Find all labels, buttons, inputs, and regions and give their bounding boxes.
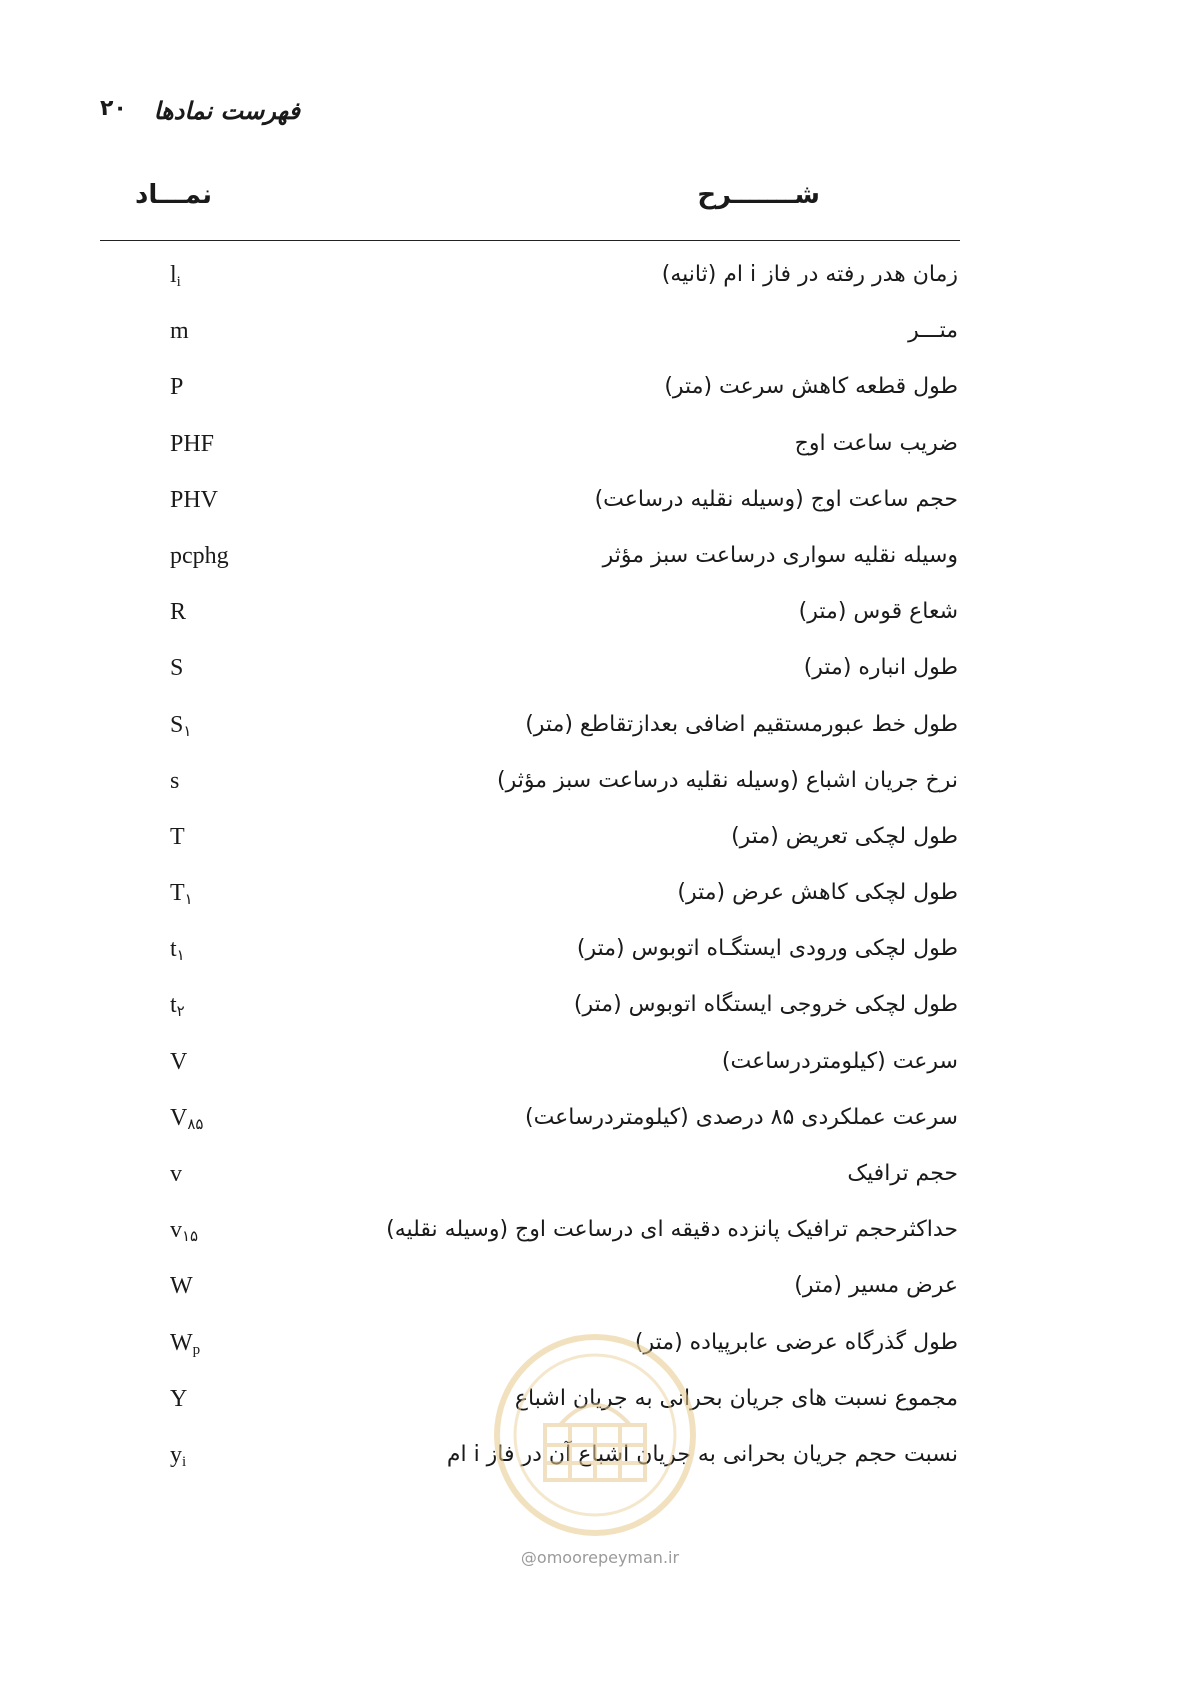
header-divider — [100, 240, 960, 241]
symbol-main: Y — [170, 1385, 188, 1412]
symbol-main: y — [170, 1441, 182, 1468]
symbol-main: S — [170, 711, 184, 738]
description-cell: متـــر — [908, 318, 958, 344]
description-cell: حجم ترافیک — [847, 1161, 958, 1186]
description-cell: سرعت (کیلومتردرساعت) — [721, 1048, 958, 1074]
symbol-main: V — [170, 1104, 188, 1131]
description-cell: طول لچکی تعریض (متر) — [731, 823, 958, 849]
page-number: ۲۰ — [100, 96, 127, 121]
table-row — [0, 824, 1190, 880]
column-header-description: شـــــــرح — [697, 180, 820, 210]
symbol-cell — [170, 992, 185, 1021]
table-row — [0, 487, 1190, 543]
symbol-cell — [170, 431, 214, 458]
description-cell: حجم ساعت اوج (وسیله نقلیه درساعت) — [594, 486, 958, 512]
table-row — [0, 1161, 1190, 1217]
symbol-main: l — [170, 262, 177, 288]
table-row — [0, 880, 1190, 936]
symbol-cell — [170, 655, 183, 682]
symbol-cell — [170, 880, 193, 909]
description-cell: حداکثرحجم ترافیک پانزده دقیقه ای درساعت اوج (وسیله نقلیه) — [386, 1217, 958, 1243]
symbol-main: P — [170, 374, 184, 401]
description-cell: طول خط عبورمستقیم اضافی بعدازتقاطع (متر) — [525, 711, 958, 737]
description-cell: طول لچکی کاهش عرض (متر) — [677, 880, 958, 906]
description-cell: طول گذرگاه عرضی عابرپیاده (متر) — [634, 1329, 958, 1355]
table-row — [0, 599, 1190, 655]
table-row — [0, 936, 1190, 992]
table-row — [0, 431, 1190, 487]
description-cell: سرعت عملکردی ۸۵ درصدی (کیلومتردرساعت) — [524, 1104, 958, 1130]
symbol-subscript: ۲ — [176, 1004, 185, 1021]
symbol-subscript: i — [176, 274, 181, 290]
table-row — [0, 992, 1190, 1048]
symbol-cell — [170, 262, 181, 291]
description-cell: شعاع قوس (متر) — [798, 599, 958, 625]
symbol-main: R — [170, 599, 187, 626]
symbol-main: PHV — [170, 486, 219, 513]
table-row — [0, 543, 1190, 599]
table-row — [0, 1217, 1190, 1273]
description-cell: نرخ جریان اشباع (وسیله نقلیه درساعت سبز مؤثر) — [497, 767, 958, 793]
description-cell: طول انباره (متر) — [803, 655, 958, 681]
symbol-subscript: ۱ — [176, 948, 185, 965]
table-row — [0, 712, 1190, 768]
symbol-cell — [170, 318, 189, 345]
table-row — [0, 768, 1190, 824]
symbol-main: V — [170, 1048, 188, 1075]
symbol-list — [0, 262, 1190, 1498]
logo-watermark-icon — [490, 1330, 700, 1540]
symbol-cell — [170, 1161, 182, 1188]
table-row — [0, 262, 1190, 318]
symbol-cell — [170, 374, 183, 401]
symbol-subscript: i — [182, 1453, 187, 1470]
symbol-cell — [170, 1330, 200, 1359]
description-cell: نسبت حجم جریان بحرانی به جریان اشباع آن در فاز i ام — [446, 1441, 958, 1467]
description-cell: زمان هدر رفته در فاز i ام (ثانیه) — [661, 262, 958, 287]
symbol-cell — [170, 1442, 186, 1471]
table-row — [0, 1049, 1190, 1105]
symbol-cell — [170, 1273, 193, 1300]
symbol-main: s — [170, 767, 180, 794]
symbol-cell — [170, 712, 191, 741]
table-row — [0, 318, 1190, 374]
symbol-main: pcphg — [170, 542, 229, 569]
symbol-cell — [170, 1105, 203, 1134]
symbol-cell — [170, 824, 185, 851]
description-cell: مجموع نسبت های جریان بحرانی به جریان اشباع — [514, 1385, 958, 1411]
symbol-cell — [170, 936, 185, 965]
symbol-subscript: ۱۵ — [182, 1229, 199, 1246]
table-row — [0, 1105, 1190, 1161]
table-row — [0, 1273, 1190, 1329]
symbol-main: W — [170, 1329, 193, 1356]
table-row — [0, 655, 1190, 711]
description-cell: طول لچکی خروجی ایستگاه اتوبوس (متر) — [573, 992, 958, 1018]
description-cell: طول قطعه کاهش سرعت (متر) — [664, 374, 958, 400]
symbol-main: T — [170, 823, 185, 850]
symbol-cell — [170, 487, 218, 514]
description-cell: طول لچکی ورودی ایستگـاه اتوبوس (متر) — [576, 936, 958, 962]
symbol-main: v — [170, 1161, 182, 1187]
symbol-main: t — [170, 992, 177, 1019]
symbol-cell — [170, 543, 229, 570]
symbol-main: W — [170, 1273, 193, 1300]
symbol-subscript: ۸۵ — [187, 1116, 204, 1133]
symbol-cell — [170, 1049, 187, 1076]
symbol-main: PHF — [170, 430, 215, 457]
table-row — [0, 374, 1190, 430]
symbol-subscript: ۱ — [183, 723, 192, 740]
symbol-main: S — [170, 655, 184, 682]
watermark-url: @omoorepeyman.ir — [520, 1548, 680, 1567]
symbol-subscript: p — [192, 1341, 201, 1358]
symbol-main: t — [170, 936, 177, 963]
symbol-cell — [170, 1386, 187, 1413]
column-header-symbol: نمـــاد — [135, 180, 212, 210]
page-title: فهرست نمادها — [153, 96, 300, 125]
description-cell: ضریب ساعت اوج — [794, 430, 958, 456]
symbol-main: m — [170, 318, 189, 345]
symbol-cell — [170, 1217, 198, 1246]
symbol-cell — [170, 599, 186, 626]
description-cell: وسیله نقلیه سواری درساعت سبز مؤثر — [602, 542, 958, 568]
symbol-main: v — [170, 1217, 182, 1244]
description-cell: عرض مسیر (متر) — [794, 1273, 958, 1299]
symbol-subscript: ۱ — [184, 892, 193, 909]
symbol-cell — [170, 768, 179, 795]
page-header — [100, 96, 300, 136]
symbol-main: T — [170, 880, 185, 907]
